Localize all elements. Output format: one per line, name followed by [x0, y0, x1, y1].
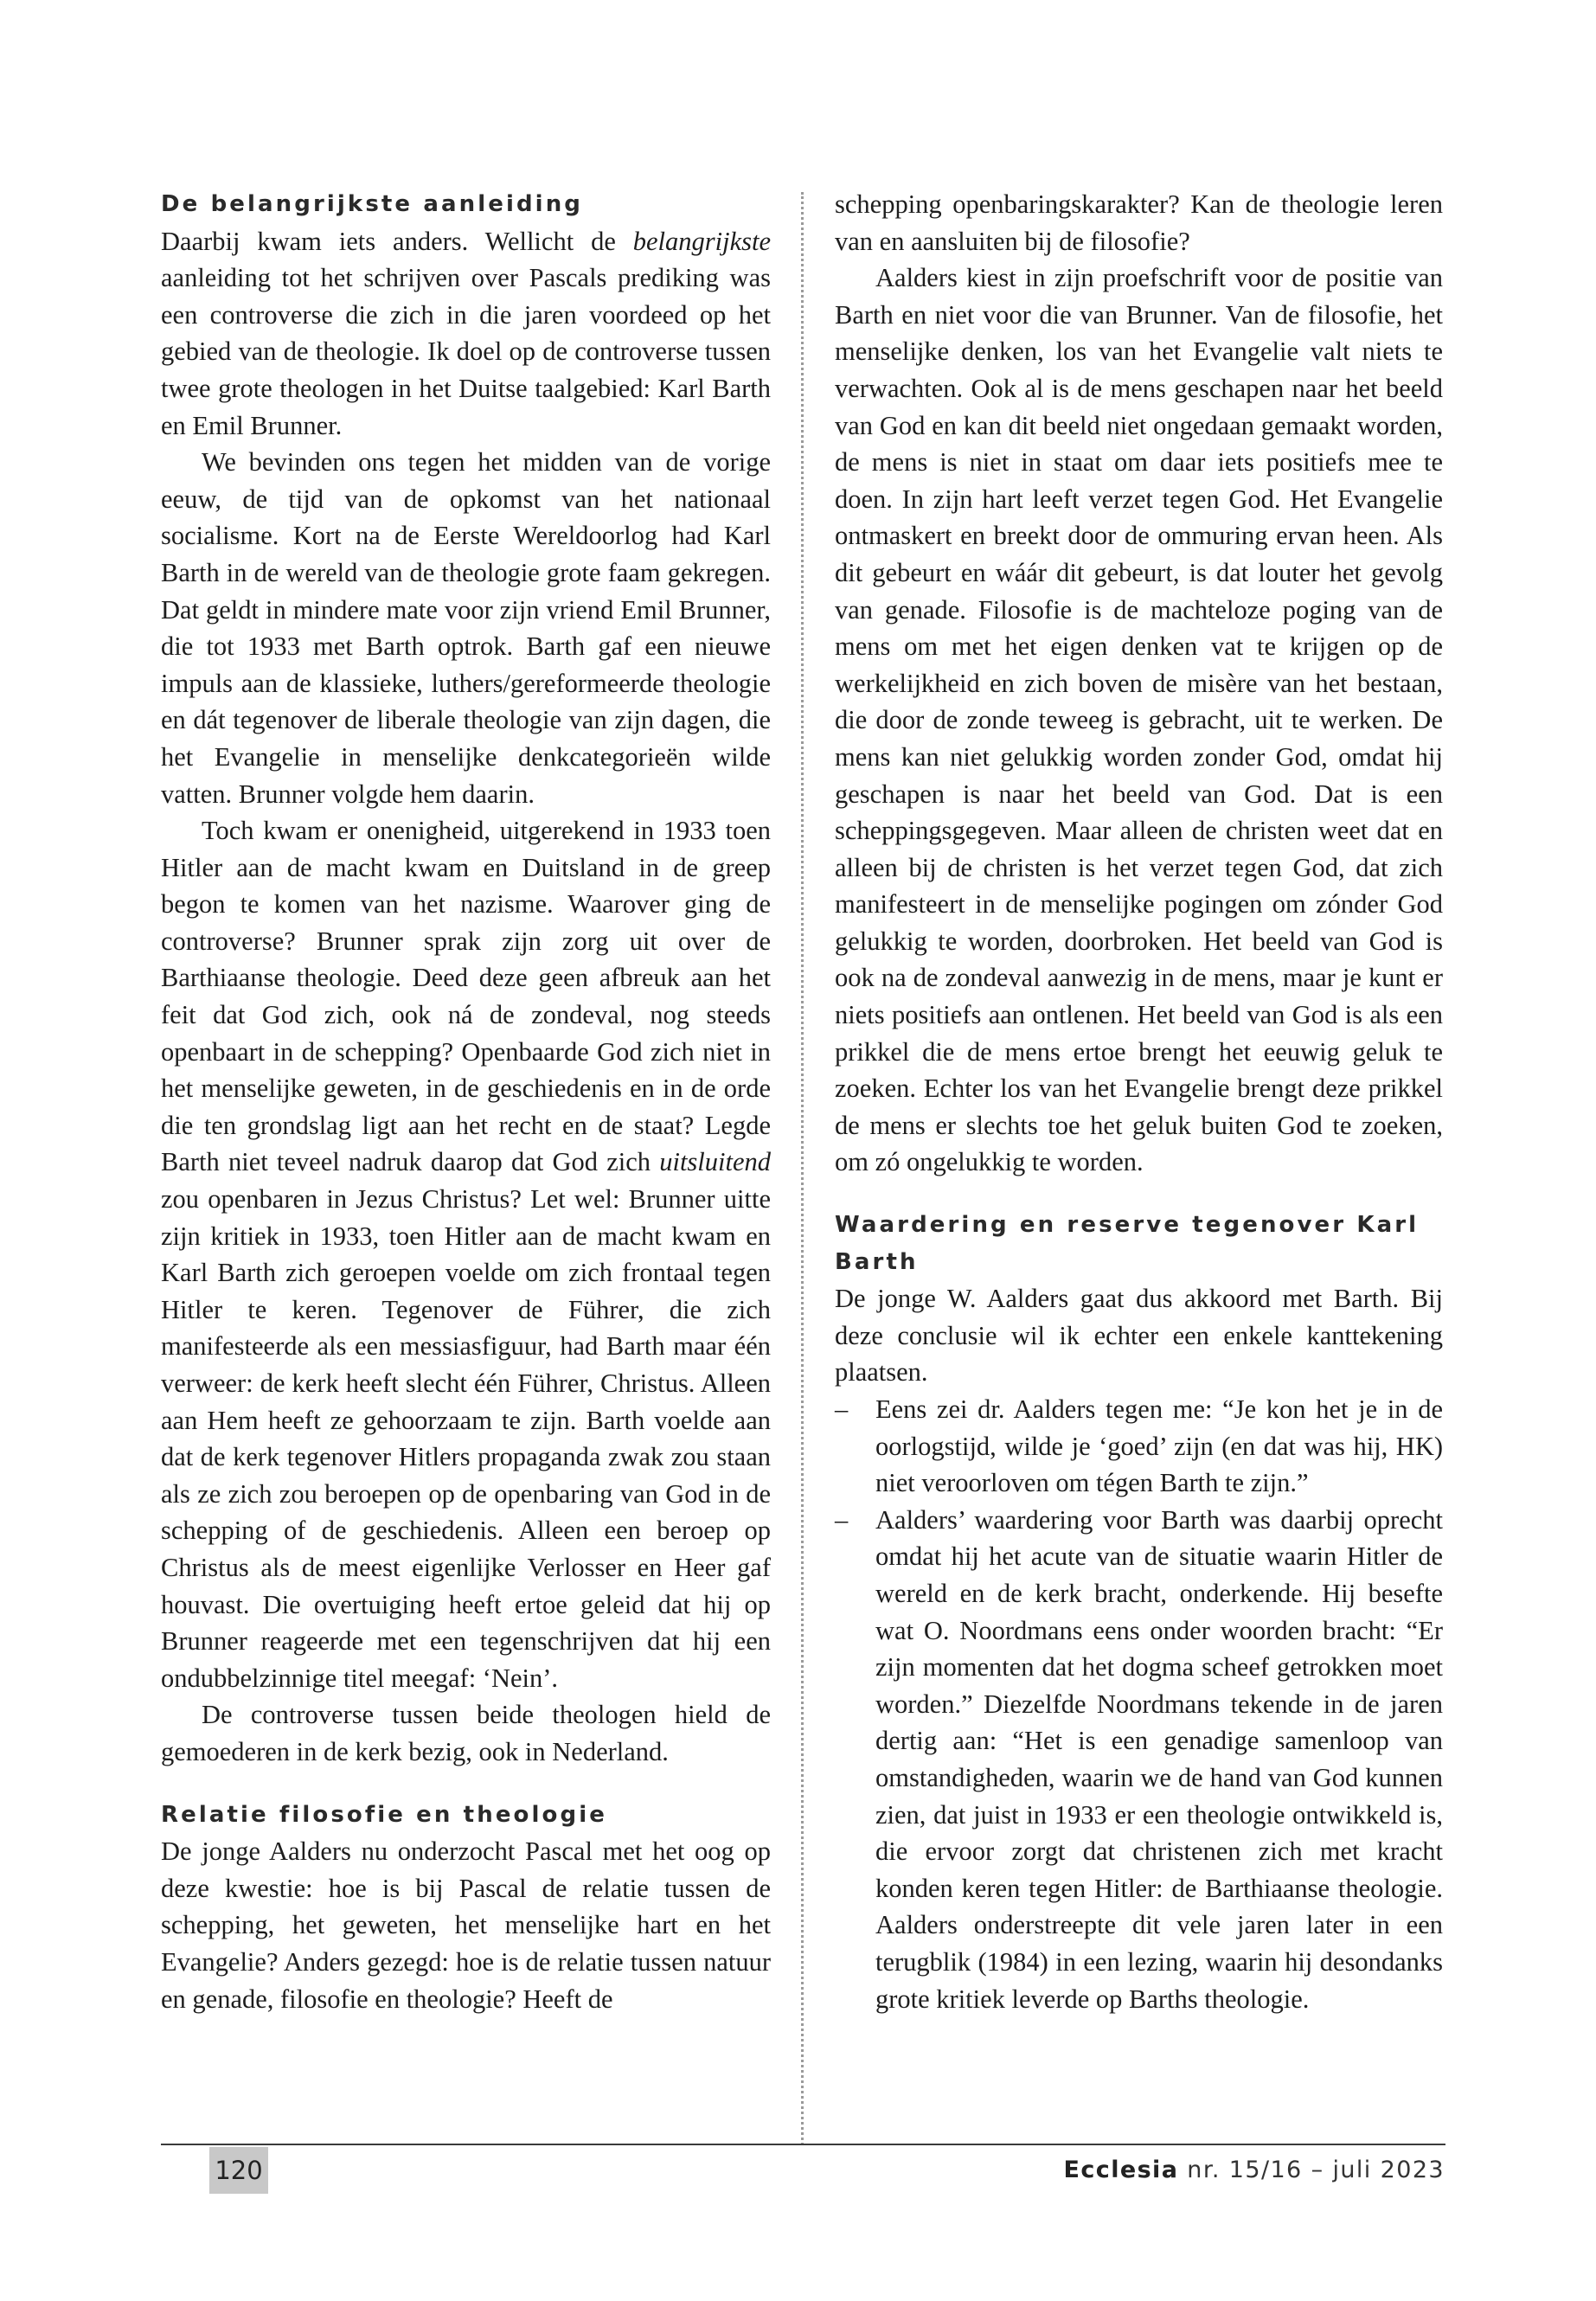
paragraph: We bevinden ons tegen het midden van de vorige eeuw, de tijd van de opkomst van het nationaal socialisme. Kort na de Eerste Wereldoorlog had Karl Barth in de wereld van de theologie grote faam gekregen. Dat geldt in mindere mate voor zijn vriend Emil Brunner, die tot 1933 met Barth optrok. Barth gaf een nieuwe impuls aan de klassieke, luthers/gereformeerde theologie en dát tegenover de liberale theologie van zijn dagen, die het Evangelie in menselijke denkcategorieën wilde vatten. Brunner volgde hem daarin. — [161, 447, 771, 809]
paragraph: De jonge Aalders nu onderzocht Pascal met het oog op deze kwestie: hoe is bij Pascal de relatie tussen de schepping, het geweten, het menselijke hart en het Evangelie? Anders gezegd: hoe is de relatie tussen natuur en genade, filosofie en theologie? Heeft de — [161, 1836, 771, 2014]
paragraph: De jonge W. Aalders gaat dus akkoord met Barth. Bij deze conclusie wil ik echter een enkele kanttekening plaatsen. — [835, 1284, 1443, 1388]
dash-bullet: – — [835, 1394, 849, 1424]
paragraph: Toch kwam er onenigheid, uitgerekend in 1933 toen Hitler aan de macht kwam en Duitsland in de greep begon te komen van het nazisme. Waarover ging de controverse? Brunner sprak zijn zorg uit over de Barthiaanse theologie. Deed deze geen afbreuk aan het feit dat God zich, ook ná de zondeval, nog steeds openbaart in de schepping? Openbaarde God zich niet in het menselijke geweten, in de geschiedenis en in de orde die ten grondslag ligt aan het recht en de staat? Legde Barth niet teveel nadruk daarop dat God zich uitsluitend zou openbaren in Jezus Christus? Let wel: Brunner uitte zijn kritiek in 1933, toen Hitler aan de macht kwam en Karl Barth zich geroepen voelde om zich frontaal tegen Hitler te keren. Tegenover de Führer, die zich manifesteerde als een messiasfiguur, had Barth maar één verweer: de kerk heeft slecht één Führer, Christus. Alleen aan Hem heeft ze gehoorzaam te zijn. Barth voelde aan dat de kerk tegenover Hitlers propaganda zwak zou staan als ze zich zou beroepen op de openbaring van God in de schepping of de geschiedenis. Alleen een beroep op Christus als de meest eigenlijke Verlosser en Heer gaf houvast. Die overtuiging heeft ertoe geleid dat hij op Brunner reageerde met een tegenschrijven dat hij een ondubbelzinnige titel meegaf: ‘Nein’. — [161, 816, 771, 1693]
section-heading-relatie: Relatie filosofie en theologie — [161, 1801, 607, 1828]
journal-reference — [1064, 2151, 1445, 2189]
list-item: – Aalders’ waardering voor Barth was daarbij oprecht omdat hij het acute van de situatie waarin Hitler de wereld en de kerk bracht, onderkende. Hij besefte wat O. Noordmans eens onder woorden bracht: “Er zijn momenten dat het dogma scheef getrokken moet worden.” Diezelfde Noordmans tekende in de jaren dertig aan: “Het is een genadige samenloop van omstandigheden, waarin we de hand van God kunnen zien, dat juist in 1933 er een theologie ontwikkeld is, die ervoor zorgt dat christenen zich met kracht konden keren tegen Hitler: de Barthiaanse theologie. Aalders onderstreepte dit vele jaren later in een terugblik (1984) in een lezing, waarin hij desondanks grote kritiek leverde op Barths theologie. — [835, 1502, 1443, 2017]
section-heading-waardering: Waardering en reserve tegenover Karl Barth — [835, 1212, 1420, 1275]
section-heading-aanleiding: De belangrijkste aanleiding — [161, 191, 584, 217]
paragraph: Aalders kiest in zijn proefschrift voor de positie van Barth en niet voor die van Brunner. Van de filosofie, het menselijke denken, los van het Evangelie valt niets te verwachten. Ook al is de mens geschapen naar het beeld van God en kan dit beeld niet ongedaan gemaakt worden, de mens is niet in staat om daar iets positiefs mee te doen. In zijn hart leeft verzet tegen God. Het Evangelie ontmaskert en breekt door de ommuring ervan heen. Als dit gebeurt en wáár dit gebeurt, is dat louter het gevolg van genade. Filosofie is de machteloze poging van de mens om met het eigen denken vat te krijgen op de werkelijkheid en zich boven de misère van het bestaan, die door de zonde teweeg is gebracht, uit te werken. De mens kan niet gelukkig worden zonder God, omdat hij geschapen is naar het beeld van God. Dat is een scheppingsgegeven. Maar alleen de christen weet dat en alleen bij de christen is het verzet tegen God, dat zich manifesteert in de menselijke pogingen om zónder God gelukkig te worden, doorbroken. Het beeld van God is ook na de zondeval aanwezig in de mens, maar je kunt er niets positiefs aan ontlenen. Het beeld van God is als een prikkel die de mens ertoe brengt het eeuwig geluk te zoeken. Echter los van het Evangelie brengt deze prikkel de mens er slechts toe het geluk buiten God te zoeken, om zó ongelukkig te worden. — [835, 263, 1443, 1177]
left-column — [161, 186, 771, 2017]
paragraph: schepping openbaringskarakter? Kan de theologie leren van en aansluiten bij de filosofie? — [835, 189, 1443, 256]
paragraph: De controverse tussen beide theologen hield de gemoederen in de kerk bezig, ook in Nederland. — [161, 1700, 771, 1766]
paragraph: Daarbij kwam iets anders. Wellicht de belangrijkste aanleiding tot het schrijven over Pascals prediking was een controverse die zich in die jaren voordeed op het gebied van de theologie. Ik doel op de controverse tussen twee grote theologen in het Duitse taalgebied: Karl Barth en Emil Brunner. — [161, 226, 771, 440]
emphasis: uitsluitend — [659, 1147, 771, 1177]
right-column — [835, 186, 1443, 2017]
page-number: 120 — [209, 2147, 268, 2194]
column-divider — [801, 192, 804, 2145]
issue-info: nr. 15/16 – juli 2023 — [1178, 2157, 1445, 2183]
footer-rule — [161, 2144, 1445, 2145]
list-item: – Eens zei dr. Aalders tegen me: “Je kon het je in de oorlogstijd, wilde je ‘goed’ zijn (en dat was hij, HK) niet veroorloven om tégen Barth te zijn.” — [835, 1391, 1443, 1502]
dash-bullet: – — [835, 1504, 849, 1535]
bullet-list — [835, 1391, 1443, 2017]
emphasis: belangrijkste — [632, 226, 771, 256]
journal-name: Ecclesia — [1063, 2157, 1179, 2183]
